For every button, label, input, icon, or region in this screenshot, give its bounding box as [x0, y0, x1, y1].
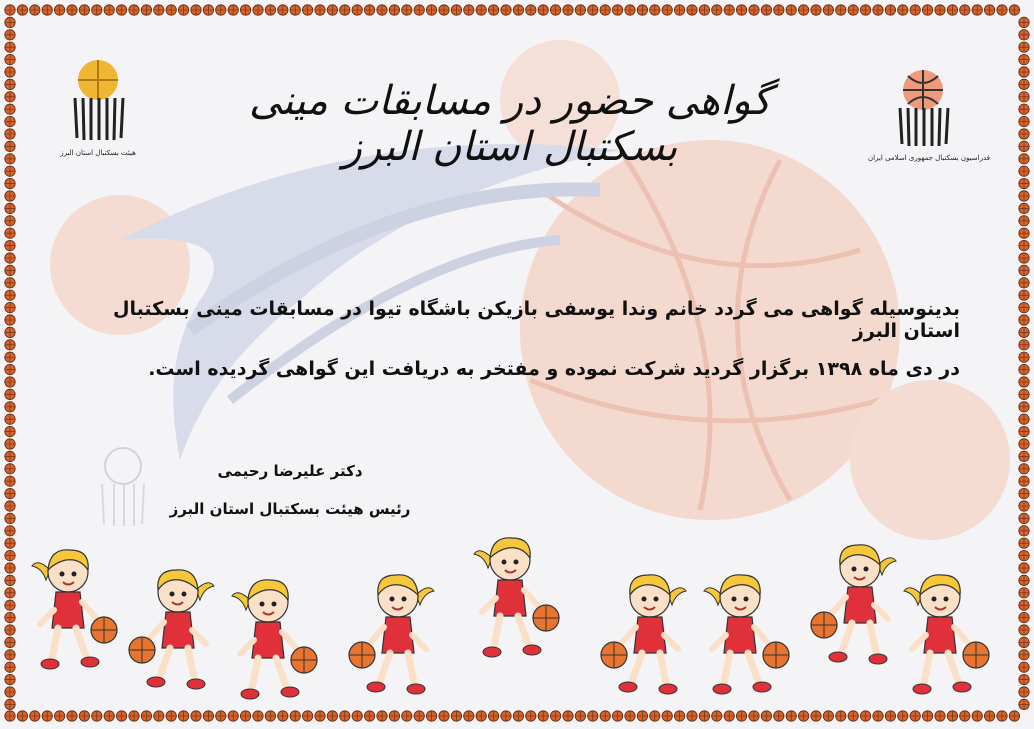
certificate-body-line-2: در دی ماه ۱۳۹۸ برگزار گردید شرکت نموده و مفتخر به دریافت این گواهی گردیده است. — [148, 358, 960, 380]
player-illustration — [800, 535, 900, 679]
certificate-body-line-1: بدینوسیله گواهی می گردد خانم وندا یوسفی بازیکن باشگاه تیوا در مسابقات مینی بسکتبال استان البرز — [112, 298, 960, 342]
player-illustration — [228, 570, 328, 714]
federation-logo — [868, 68, 990, 162]
signatory-name: دکتر علیرضا رحیمی — [217, 462, 363, 480]
right-logo-caption: فدراسیون بسکتبال جمهوری اسلامی ایران — [868, 154, 990, 162]
player-illustration — [28, 540, 128, 684]
alborz-basketball-logo — [48, 58, 148, 157]
signatory-title: رئیس هیئت بسکتبال استان البرز — [169, 500, 411, 518]
player-illustration — [118, 560, 218, 704]
player-illustration — [700, 565, 800, 709]
basketball-net-icon — [888, 68, 958, 148]
player-illustration — [338, 565, 438, 709]
left-logo-caption: هیئت بسکتبال استان البرز — [60, 149, 136, 157]
player-illustration — [590, 565, 690, 709]
player-illustration — [470, 528, 570, 672]
player-illustration — [900, 565, 1000, 709]
faded-stamp-logo — [88, 444, 158, 534]
certificate-title: گواهی حضور در مسابقات مینی بسکتبال استان البرز — [248, 78, 772, 170]
watermark-ball-right — [850, 380, 1010, 540]
basketball-net-icon — [63, 58, 133, 143]
